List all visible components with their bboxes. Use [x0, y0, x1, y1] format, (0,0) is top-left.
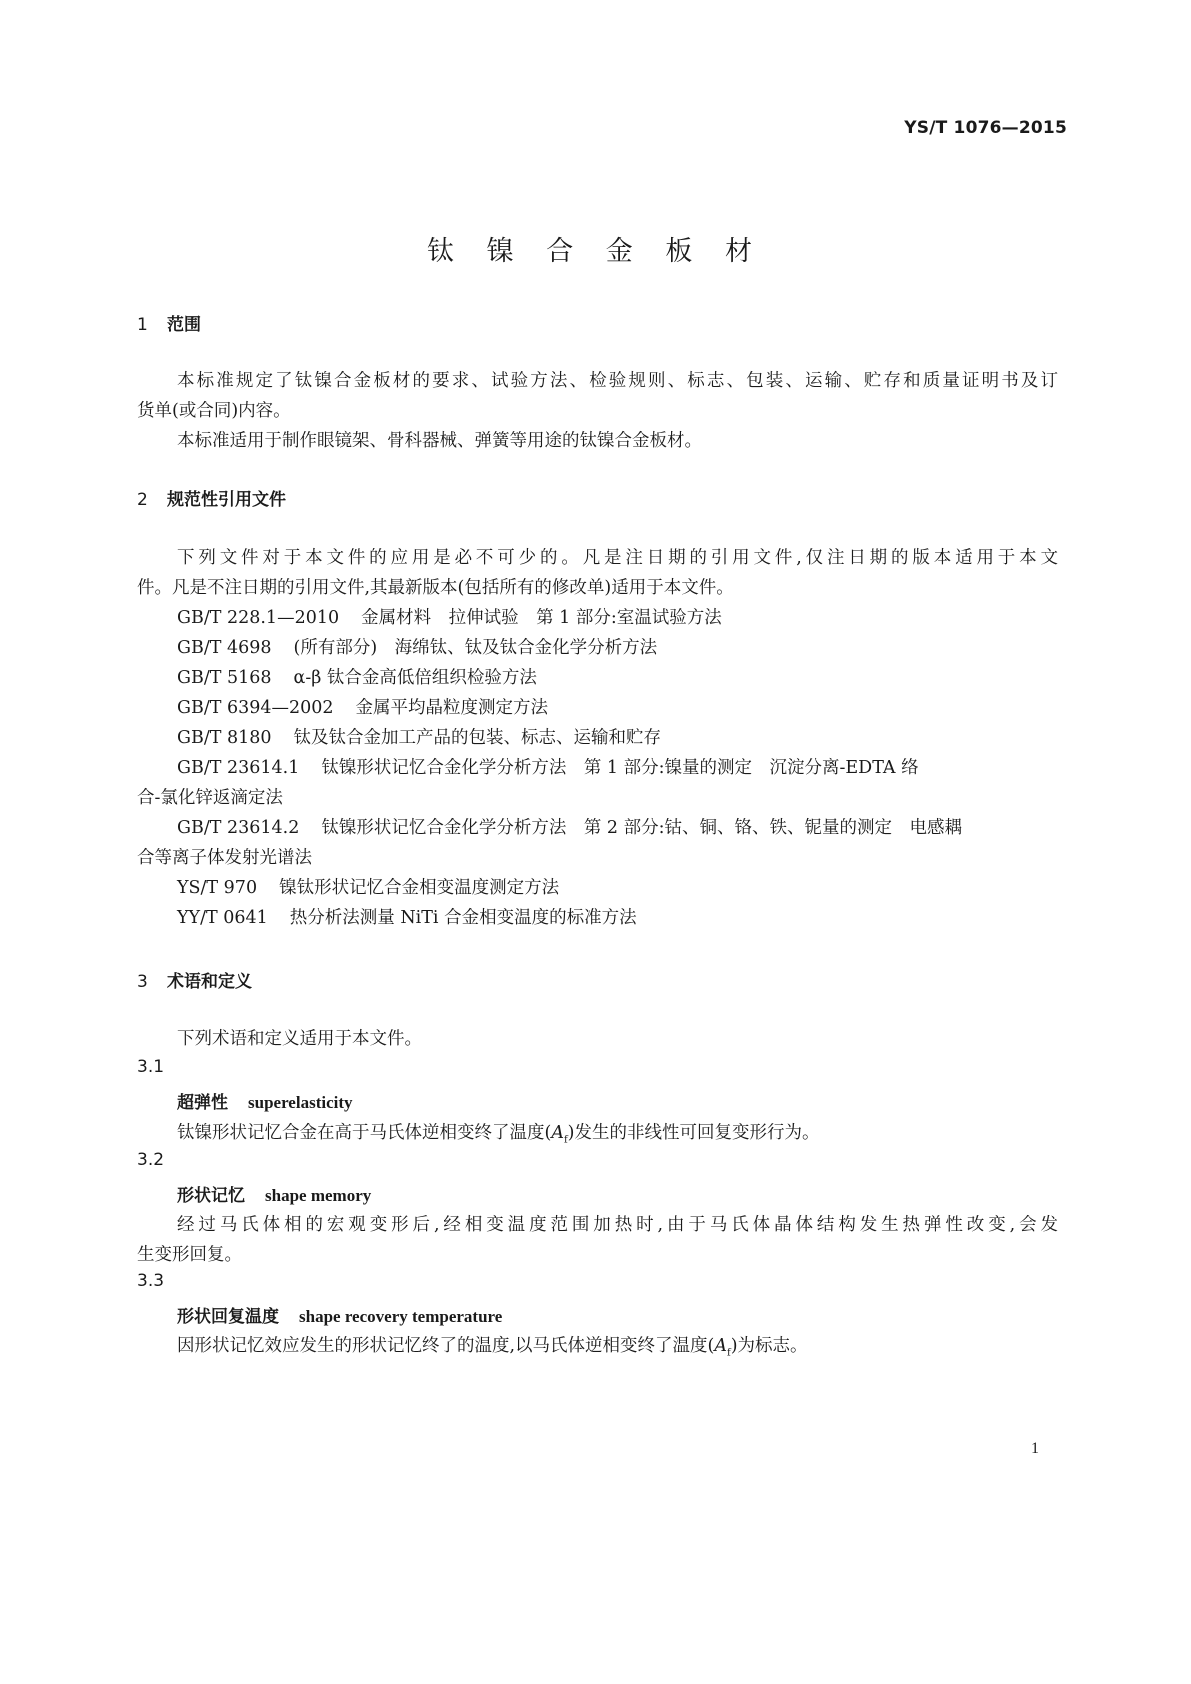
reference-title: α-β 钛合金高低倍组织检验方法 — [293, 668, 537, 688]
section-3-intro: 下列术语和定义适用于本文件。 — [177, 1029, 422, 1049]
reference-title: 热分析法测量 NiTi 合金相变温度的标准方法 — [289, 908, 637, 928]
reference-item — [177, 754, 1058, 779]
section-2-intro-line-1: 下列文件对于本文件的应用是必不可少的。凡是注日期的引用文件,仅注日期的版本适用于本文 — [177, 548, 1058, 568]
section-title: 规范性引用文件 — [167, 490, 286, 510]
reference-title: 金属材料 拉伸试验 第 1 部分:室温试验方法 — [361, 608, 722, 628]
reference-title: 金属平均晶粒度测定方法 — [355, 698, 549, 718]
reference-item — [177, 874, 1058, 899]
section-1-paragraph-1-line-1: 本标准规定了钛镍合金板材的要求、试验方法、检验规则、标志、包装、运输、贮存和质量证明书及订 — [177, 371, 1058, 391]
term-english: shape recovery temperature — [299, 1307, 503, 1326]
reference-item — [177, 904, 1058, 929]
reference-title: 钛镍形状记忆合金化学分析方法 第 1 部分:镍量的测定 沉淀分离-EDTA 络 — [321, 758, 919, 778]
term-chinese: 形状回复温度 — [177, 1307, 279, 1327]
term-definition: 因形状记忆效应发生的形状记忆终了的温度,以马氏体逆相变终了温度$(A_f)$为标志。 — [177, 1336, 808, 1359]
section-number: 3 — [137, 972, 148, 992]
symbol-a: A — [714, 1336, 728, 1356]
reference-item-continuation: 合-氯化锌返滴定法 — [137, 788, 283, 808]
term-heading — [177, 1181, 371, 1206]
term-heading — [177, 1088, 353, 1113]
section-number: 2 — [137, 490, 148, 510]
reference-item — [177, 664, 1058, 689]
term-definition-line-1: 经过马氏体相的宏观变形后,经相变温度范围加热时,由于马氏体晶体结构发生热弹性改变,会发 — [177, 1215, 1058, 1235]
section-title: 术语和定义 — [167, 972, 252, 992]
reference-code: GB/T 23614.2 — [177, 818, 300, 838]
reference-item — [177, 634, 1058, 659]
term-chinese: 形状记忆 — [177, 1186, 245, 1206]
reference-item-continuation: 合等离子体发射光谱法 — [137, 848, 312, 868]
reference-title: (所有部分) 海绵钛、钛及钛合金化学分析方法 — [293, 638, 658, 658]
section-3-heading — [137, 967, 252, 992]
reference-code: GB/T 4698 — [177, 638, 272, 658]
term-number: 3.1 — [137, 1057, 165, 1077]
reference-code: GB/T 8180 — [177, 728, 272, 748]
term-number: 3.3 — [137, 1271, 165, 1291]
reference-item — [177, 694, 1058, 719]
section-1-paragraph-1-line-2: 货单(或合同)内容。 — [137, 401, 291, 421]
section-title: 范围 — [167, 315, 201, 335]
term-heading — [177, 1302, 502, 1327]
term-definition-line-2: 生变形回复。 — [137, 1245, 242, 1265]
reference-code: GB/T 6394—2002 — [177, 698, 334, 718]
reference-code: GB/T 228.1—2010 — [177, 608, 340, 628]
reference-item — [177, 814, 1058, 839]
reference-item — [177, 604, 1058, 629]
term-chinese: 超弹性 — [177, 1093, 228, 1113]
reference-title: 钛及钛合金加工产品的包装、标志、运输和贮存 — [293, 728, 662, 748]
term-number: 3.2 — [137, 1150, 165, 1170]
reference-code: YY/T 0641 — [177, 908, 268, 928]
reference-code: GB/T 5168 — [177, 668, 272, 688]
symbol-subscript: f — [563, 1134, 568, 1146]
term-definition: 钛镍形状记忆合金在高于马氏体逆相变终了温度$(A_f)$发生的非线性可回复变形行为。 — [177, 1123, 820, 1146]
section-2-heading — [137, 485, 286, 510]
symbol-a: A — [551, 1123, 564, 1143]
standard-code: YS/T 1076—2015 — [904, 118, 1067, 138]
symbol-subscript: f — [727, 1347, 731, 1359]
reference-item — [177, 724, 1058, 749]
reference-code: YS/T 970 — [177, 878, 258, 898]
term-english: shape memory — [265, 1186, 372, 1205]
section-1-paragraph-2: 本标准适用于制作眼镜架、骨科器械、弹簧等用途的钛镍合金板材。 — [177, 431, 702, 451]
section-number: 1 — [137, 315, 148, 335]
term-english: superelasticity — [248, 1093, 353, 1112]
section-1-heading — [137, 310, 201, 335]
page-number: 1 — [1031, 1440, 1039, 1457]
reference-code: GB/T 23614.1 — [177, 758, 300, 778]
section-2-intro-line-2: 件。凡是不注日期的引用文件,其最新版本(包括所有的修改单)适用于本文件。 — [137, 578, 734, 598]
reference-title: 镍钛形状记忆合金相变温度测定方法 — [279, 878, 560, 898]
document-title: 钛 镍 合 金 板 材 — [427, 236, 764, 267]
reference-title: 钛镍形状记忆合金化学分析方法 第 2 部分:钴、铜、铬、铁、铌量的测定 电感耦 — [321, 818, 962, 838]
